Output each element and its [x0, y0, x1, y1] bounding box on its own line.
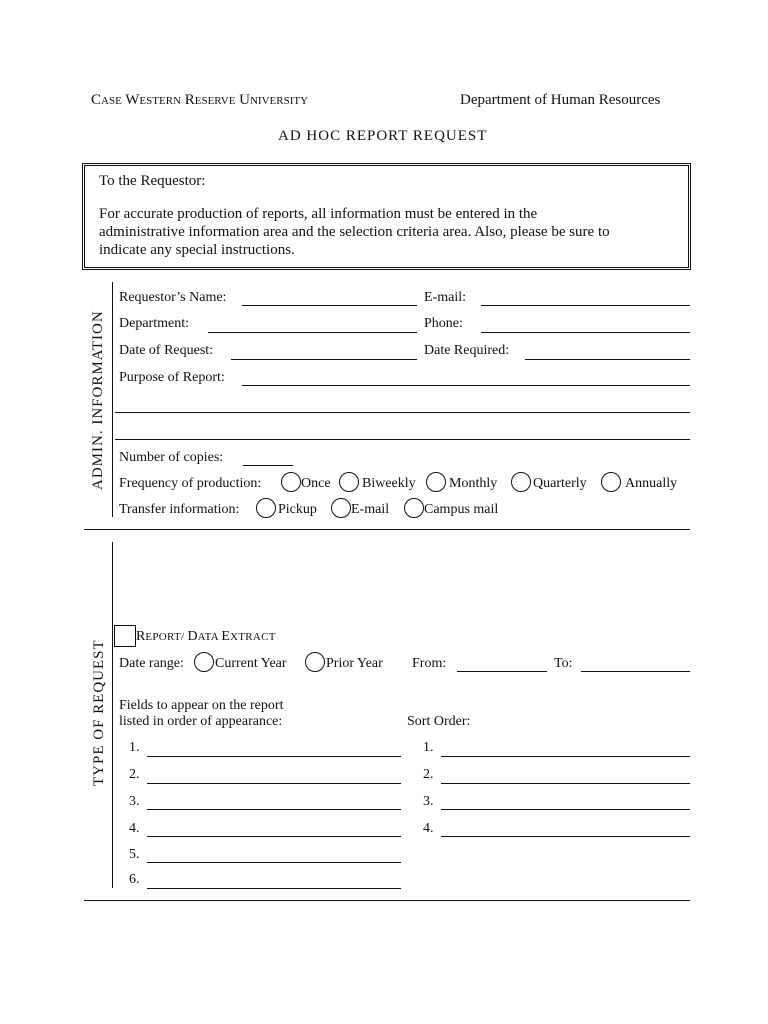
transfer-campus-mail-label: Campus mail [424, 502, 499, 517]
current-year-radio[interactable] [194, 652, 214, 672]
transfer-email-label: E-mail [351, 502, 390, 517]
fields-instruction-1: Fields to appear on the report [119, 698, 284, 713]
section-separator [84, 529, 690, 530]
field-number-4: 4. [129, 821, 140, 836]
notice-greeting: To the Requestor: [99, 173, 206, 189]
notice-line-3: indicate any special instructions. [99, 242, 295, 258]
frequency-annually-label: Annually [625, 476, 678, 491]
current-year-label: Current Year [215, 656, 287, 671]
sort-line-3[interactable] [441, 809, 690, 810]
field-line-1[interactable] [147, 756, 401, 757]
transfer-campus-mail-radio[interactable] [404, 498, 424, 518]
frequency-biweekly-label: Biweekly [362, 476, 416, 491]
email-label: E-mail: [424, 290, 466, 305]
frequency-label: Frequency of production: [119, 476, 262, 491]
report-extract-title: REPORT/ DATA EXTRACT [136, 629, 276, 644]
prior-year-label: Prior Year [326, 656, 383, 671]
department-name: Department of Human Resources [460, 92, 661, 108]
department-field[interactable] [208, 332, 417, 333]
field-number-6: 6. [129, 872, 140, 887]
frequency-quarterly-label: Quarterly [533, 476, 587, 491]
field-line-6[interactable] [147, 888, 401, 889]
field-line-3[interactable] [147, 809, 401, 810]
field-number-2: 2. [129, 767, 140, 782]
phone-label: Phone: [424, 316, 463, 331]
sort-number-4: 4. [423, 821, 434, 836]
request-section-divider [112, 542, 113, 888]
frequency-quarterly-radio[interactable] [511, 472, 531, 492]
field-number-3: 3. [129, 794, 140, 809]
sort-line-4[interactable] [441, 836, 690, 837]
request-section-label: TYPE OF REQUEST [91, 639, 107, 786]
sort-line-1[interactable] [441, 756, 690, 757]
sort-number-1: 1. [423, 740, 434, 755]
notice-line-2: administrative information area and the selection criteria area. Also, please be sure to [99, 224, 610, 240]
date-required-label: Date Required: [424, 343, 510, 358]
date-range-label: Date range: [119, 656, 184, 671]
date-required-field[interactable] [525, 359, 690, 360]
purpose-label: Purpose of Report: [119, 370, 225, 385]
date-of-request-label: Date of Request: [119, 343, 214, 358]
admin-section-label: ADMIN. INFORMATION [90, 310, 106, 490]
copies-field[interactable] [243, 465, 293, 466]
transfer-pickup-radio[interactable] [256, 498, 276, 518]
transfer-email-radio[interactable] [331, 498, 351, 518]
prior-year-radio[interactable] [305, 652, 325, 672]
from-label: From: [412, 656, 447, 671]
bottom-separator [84, 900, 690, 901]
frequency-annually-radio[interactable] [601, 472, 621, 492]
from-field[interactable] [457, 671, 547, 672]
university-name: Case Western Reserve University [91, 92, 309, 108]
purpose-field-3[interactable] [115, 439, 690, 440]
transfer-label: Transfer information: [119, 502, 240, 517]
sort-number-3: 3. [423, 794, 434, 809]
frequency-biweekly-radio[interactable] [339, 472, 359, 492]
fields-instruction-2: listed in order of appearance: [119, 714, 283, 729]
requestor-name-label: Requestor’s Name: [119, 290, 227, 305]
admin-section-divider [112, 282, 113, 517]
department-label: Department: [119, 316, 189, 331]
field-line-5[interactable] [147, 862, 401, 863]
purpose-field-2[interactable] [115, 412, 690, 413]
page-title: AD HOC REPORT REQUEST [278, 128, 488, 144]
sort-line-2[interactable] [441, 783, 690, 784]
date-of-request-field[interactable] [231, 359, 417, 360]
to-field[interactable] [581, 671, 690, 672]
sort-number-2: 2. [423, 767, 434, 782]
field-line-2[interactable] [147, 783, 401, 784]
field-number-5: 5. [129, 847, 140, 862]
report-extract-checkbox[interactable] [114, 625, 136, 647]
to-label: To: [554, 656, 573, 671]
purpose-field-1[interactable] [242, 385, 690, 386]
sort-order-label: Sort Order: [407, 714, 471, 729]
field-number-1: 1. [129, 740, 140, 755]
frequency-monthly-label: Monthly [449, 476, 498, 491]
notice-line-1: For accurate production of reports, all information must be entered in the [99, 206, 538, 222]
copies-label: Number of copies: [119, 450, 224, 465]
frequency-once-label: Once [301, 476, 331, 491]
phone-field[interactable] [481, 332, 690, 333]
frequency-once-radio[interactable] [281, 472, 301, 492]
email-field[interactable] [481, 305, 690, 306]
requestor-name-field[interactable] [242, 305, 417, 306]
frequency-monthly-radio[interactable] [426, 472, 446, 492]
field-line-4[interactable] [147, 836, 401, 837]
transfer-pickup-label: Pickup [278, 502, 317, 517]
